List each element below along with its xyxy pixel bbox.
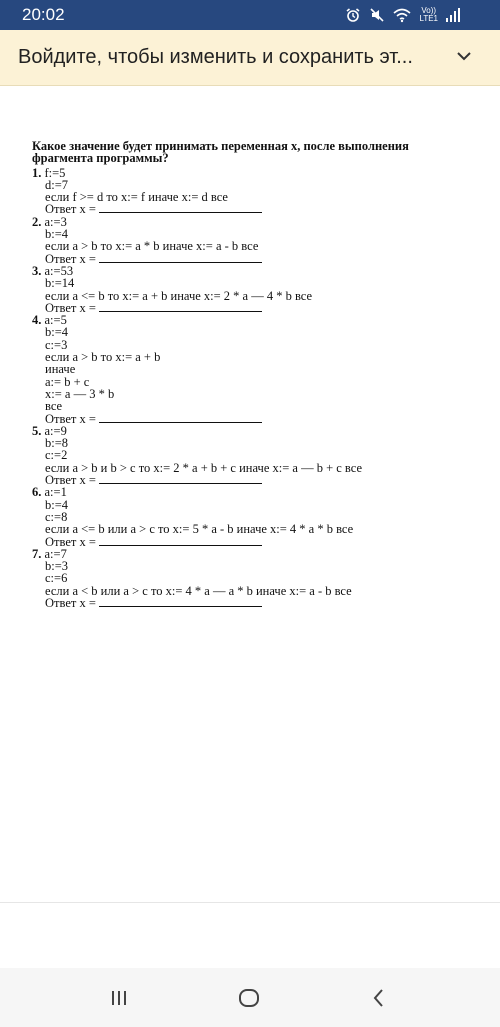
task-code-line: b:=3	[45, 559, 69, 574]
task-code-line: a:=9	[44, 423, 67, 438]
task-code-line: если f >= d то x:= f иначе x:= d все	[45, 190, 228, 205]
task-number: 4.	[32, 313, 42, 328]
answer-label: Ответ x =	[45, 300, 96, 315]
status-bar	[0, 0, 500, 30]
answer-label: Ответ x =	[45, 595, 96, 610]
task-first-line	[32, 425, 472, 437]
answer-blank	[99, 474, 262, 484]
bottom-divider	[0, 902, 500, 903]
answer-label: Ответ x =	[45, 202, 96, 217]
chevron-down-icon[interactable]	[456, 48, 472, 66]
status-icons	[345, 6, 460, 24]
task-item	[32, 167, 472, 216]
alarm-icon	[345, 7, 361, 23]
recent-apps-icon[interactable]	[107, 986, 131, 1010]
task-code-line: b:=4	[45, 227, 69, 242]
task-number: 6.	[32, 485, 42, 500]
task-code-line: x:= a — 3 * b	[45, 386, 115, 401]
task-code-line: если a > b то x:= a * b иначе x:= a - b все	[45, 239, 259, 254]
task-code-line: a:= b + c	[45, 374, 90, 389]
task-item	[32, 548, 472, 609]
back-icon[interactable]	[367, 986, 391, 1010]
volte-lte-icon	[419, 7, 438, 23]
task-code-line: b:=14	[45, 276, 75, 291]
task-code-line: b:=4	[45, 497, 69, 512]
task-first-line	[32, 265, 472, 277]
lte-bottom-label: LTE1	[419, 14, 438, 23]
task-number: 3.	[32, 263, 42, 278]
task-code-line: если a > b и b > c то x:= 2 * a + b + c иначе x:= a — b + c все	[45, 460, 362, 475]
task-number: 7.	[32, 546, 42, 561]
task-code-line: иначе	[45, 362, 76, 377]
task-item	[32, 425, 472, 486]
task-code-line: c:=6	[45, 571, 68, 586]
task-number: 5.	[32, 423, 42, 438]
task-code-line: если a < b или a > c то x:= 4 * a — a * b иначе x:= a - b все	[45, 583, 352, 598]
answer-row	[32, 413, 472, 425]
answer-label: Ответ x =	[45, 251, 96, 266]
answer-row	[32, 474, 472, 486]
task-code-line: a:=53	[44, 263, 74, 278]
task-number: 1.	[32, 165, 42, 180]
answer-blank	[99, 203, 262, 213]
task-code-line: b:=4	[45, 325, 69, 340]
home-icon[interactable]	[237, 986, 261, 1010]
sign-in-banner[interactable]	[0, 30, 500, 86]
status-time: 20:02	[22, 5, 65, 24]
task-code-line: a:=3	[44, 214, 67, 229]
task-code-line: a:=7	[44, 546, 67, 561]
answer-blank	[99, 536, 262, 546]
task-code-line: a:=1	[44, 485, 67, 500]
task-list	[32, 167, 472, 610]
task-code-line: если a <= b или a > c то x:= 5 * a - b иначе x:= 4 * a * b все	[45, 522, 354, 537]
answer-blank	[99, 302, 262, 312]
answer-row	[32, 253, 472, 265]
task-first-line	[32, 548, 472, 560]
task-code-line: b:=8	[45, 436, 69, 451]
task-code-line: d:=7	[45, 177, 69, 192]
task-code-line: если a <= b то x:= a + b иначе x:= 2 * a — 4 * b все	[45, 288, 313, 303]
task-code-line: a:=5	[44, 313, 67, 328]
task-first-line	[32, 314, 472, 326]
task-code-line: если a > b то x:= a + b	[45, 350, 161, 365]
answer-row	[32, 597, 472, 609]
banner-text: Войдите, чтобы изменить и сохранить эт...	[18, 46, 413, 68]
task-code-line: все	[45, 399, 63, 414]
answer-blank	[99, 253, 262, 263]
mute-icon	[369, 7, 385, 23]
answer-row	[32, 302, 472, 314]
document-content	[32, 140, 472, 609]
task-first-line	[32, 216, 472, 228]
task-item	[32, 265, 472, 314]
task-item	[32, 314, 472, 425]
task-code-line: c:=3	[45, 337, 68, 352]
task-item	[32, 216, 472, 265]
signal-icon	[446, 7, 460, 23]
wifi-icon	[393, 7, 411, 23]
task-code-line: c:=8	[45, 509, 68, 524]
answer-row	[32, 203, 472, 215]
answer-blank	[99, 597, 262, 607]
task-number: 2.	[32, 214, 42, 229]
task-first-line	[32, 167, 472, 179]
task-code-line: c:=2	[45, 448, 68, 463]
navigation-bar	[0, 968, 500, 1027]
answer-label: Ответ x =	[45, 473, 96, 488]
task-item	[32, 486, 472, 547]
lte-top-label: Vo))	[421, 6, 437, 15]
task-first-line	[32, 486, 472, 498]
answer-row	[32, 536, 472, 548]
answer-blank	[99, 413, 262, 423]
answer-label: Ответ x =	[45, 411, 96, 426]
answer-label: Ответ x =	[45, 534, 96, 549]
question-heading: Какое значение будет принимать переменная x, после выполнения фрагмента программы?	[32, 139, 409, 166]
task-code-line: f:=5	[44, 165, 66, 180]
